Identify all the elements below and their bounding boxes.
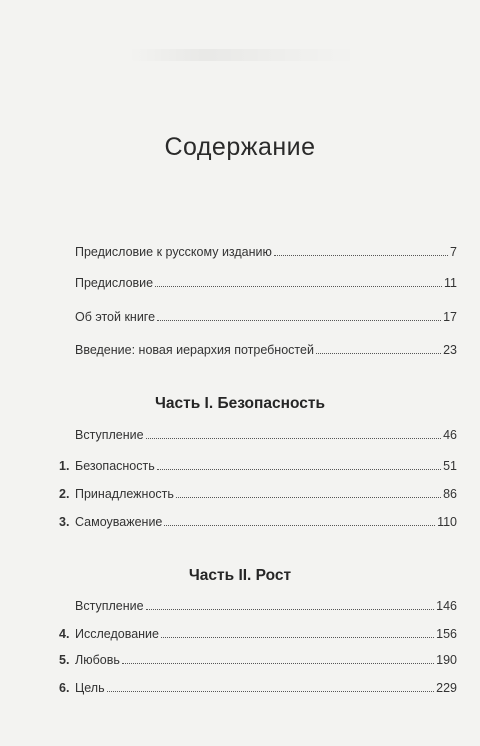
toc-entry-label: Безопасность	[75, 459, 155, 473]
toc-entry-page: 46	[443, 428, 457, 442]
chapter-number: 5.	[59, 653, 70, 667]
toc-entry	[75, 272, 457, 290]
toc-entry	[59, 483, 457, 501]
toc-entry-page: 229	[436, 681, 457, 695]
toc-entry	[59, 455, 457, 473]
part-title: Часть I. Безопасность	[155, 395, 325, 412]
toc-entry	[75, 241, 457, 259]
chapter-number: 6.	[59, 681, 70, 695]
toc-entry-label: Об этой книге	[75, 310, 156, 324]
toc-entry-label: Принадлежность	[75, 487, 174, 501]
dot-leader	[164, 524, 435, 526]
chapter-number: 4.	[59, 627, 70, 641]
toc-entry-label: Введение: новая иерархия потребностей	[75, 343, 314, 357]
toc-entry	[59, 623, 457, 641]
chapter-number: 3.	[59, 515, 70, 529]
dot-leader	[146, 608, 435, 610]
toc-entry-label: Вступление	[75, 599, 144, 613]
dot-leader	[274, 254, 448, 256]
dot-leader	[107, 690, 435, 692]
dot-leader	[176, 496, 441, 498]
toc-entry-label: Самоуважение	[75, 515, 163, 529]
toc-entry-page: 11	[444, 276, 457, 290]
toc-entry-page: 156	[436, 627, 457, 641]
dot-leader	[155, 285, 442, 287]
toc-entry	[59, 511, 457, 529]
dot-leader	[157, 468, 441, 470]
toc-entry	[59, 649, 457, 667]
dot-leader	[122, 662, 434, 664]
toc-entry-page: 7	[450, 245, 457, 259]
bleed-through-shadow	[128, 49, 358, 61]
toc-entry	[75, 339, 457, 357]
toc-entry-label: Вступление	[75, 428, 144, 442]
chapter-number: 1.	[59, 459, 70, 473]
toc-entry-page: 110	[437, 515, 457, 529]
toc-entry-label: Цель	[75, 681, 105, 695]
page-title: Содержание	[164, 133, 316, 161]
toc-entry-label: Любовь	[75, 653, 120, 667]
chapter-number: 2.	[59, 487, 70, 501]
dot-leader	[316, 352, 441, 354]
toc-entry	[59, 677, 457, 695]
toc-entry-page: 190	[436, 653, 457, 667]
toc-entry	[75, 424, 457, 442]
toc-entry-page: 51	[443, 459, 457, 473]
dot-leader	[157, 319, 441, 321]
toc-entry-page: 23	[443, 343, 457, 357]
toc-entry-label: Предисловие	[75, 276, 154, 290]
toc-entry-label: Исследование	[75, 627, 159, 641]
dot-leader	[161, 636, 434, 638]
toc-entry-page: 86	[443, 487, 457, 501]
toc-entry	[75, 595, 457, 613]
part-title: Часть II. Рост	[188, 567, 292, 584]
toc-entry-page: 17	[443, 310, 457, 324]
toc-entry	[75, 306, 457, 324]
toc-entry-label: Предисловие к русскому изданию	[75, 245, 272, 259]
dot-leader	[146, 437, 442, 439]
toc-entry-page: 146	[436, 599, 457, 613]
